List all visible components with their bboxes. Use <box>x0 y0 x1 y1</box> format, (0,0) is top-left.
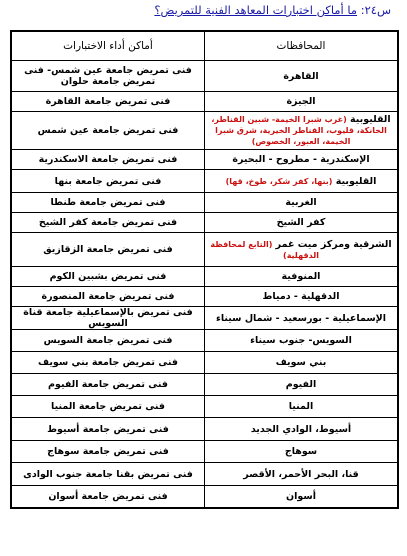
table-row <box>11 287 398 307</box>
exam-location-cell: فنى تمريض جامعة طنطا <box>11 193 205 213</box>
table-row <box>11 193 398 213</box>
table-row <box>11 267 398 287</box>
exam-location-cell: فنى تمريض جامعة القاهرة <box>11 92 205 112</box>
governorate-name: الإسكندرية - مطروح - البحيرة <box>232 154 370 165</box>
exam-location-cell: فنى تمريض جامعة عين شمس- فنى تمريض جامعة حلوان <box>11 61 205 92</box>
governorate-name: الغربية <box>285 197 317 208</box>
question-line <box>0 2 407 18</box>
table-row <box>11 396 398 418</box>
governorate-cell <box>205 213 399 233</box>
governorate-cell <box>205 170 399 193</box>
governorate-cell <box>205 193 399 213</box>
governorate-cell <box>205 374 399 396</box>
exam-locations-table <box>10 30 399 509</box>
exam-location-cell: فنى تمريض جامعة الفيوم <box>11 374 205 396</box>
header-governorates: المحافظات <box>205 31 399 61</box>
governorate-cell <box>205 418 399 441</box>
governorate-name: المنوفية <box>281 271 321 282</box>
governorate-note: (بنها، كفر شكر، طوخ، قها) <box>225 176 333 186</box>
governorate-note: (التابع لمحافظة الدقهلية) <box>210 239 319 260</box>
governorate-name: القاهرة <box>283 70 319 82</box>
governorate-name: السويس- جنوب سيناء <box>250 335 352 346</box>
table-row <box>11 112 398 150</box>
question-number: س٢٤: <box>360 3 391 17</box>
exam-location-cell: فنى تمريض جامعة الاسكندرية <box>11 150 205 170</box>
table-row <box>11 92 398 112</box>
governorate-cell <box>205 441 399 463</box>
exam-location-cell: فنى تمريض جامعة المنصورة <box>11 287 205 307</box>
governorate-name: الجيزة <box>286 96 316 107</box>
governorate-name: الفيوم <box>285 379 317 390</box>
table-header-row <box>11 31 398 61</box>
governorate-cell <box>205 92 399 112</box>
governorate-name: المنيا <box>288 401 314 412</box>
table-row <box>11 170 398 193</box>
governorate-cell <box>205 267 399 287</box>
governorate-name: قنا، البحر الأحمر، الأقصر <box>243 468 359 480</box>
governorate-cell <box>205 463 399 486</box>
table-row <box>11 213 398 233</box>
exam-location-cell: فنى تمريض جامعة بني سويف <box>11 352 205 374</box>
header-exam-locations: أماكن أداء الاختبارات <box>11 31 205 61</box>
exam-location-cell: فنى تمريض جامعة السويس <box>11 330 205 352</box>
governorate-cell <box>205 287 399 307</box>
exam-location-cell: فنى تمريض جامعة أسيوط <box>11 418 205 441</box>
governorate-cell <box>205 233 399 267</box>
governorate-cell <box>205 396 399 418</box>
table-row <box>11 150 398 170</box>
exam-location-cell: فنى تمريض بالإسماعيلية جامعة قناة السويس <box>11 307 205 330</box>
table-row <box>11 307 398 330</box>
governorate-note: (غرب شبرا الخيمة- شبين القناطر، الخانكة، قليوب، القناطر الخيرية، شرق شبرا الخيمة، العبور، الخصوص) <box>211 115 387 146</box>
table-body <box>11 61 398 508</box>
governorate-cell <box>205 112 399 150</box>
exam-location-cell: فنى تمريض جامعة سوهاج <box>11 441 205 463</box>
governorate-cell <box>205 61 399 92</box>
table-row <box>11 61 398 92</box>
governorate-name: القليوبية <box>350 114 391 125</box>
exam-location-cell: فنى تمريض جامعة كفر الشيخ <box>11 213 205 233</box>
exam-location-cell: فنى تمريض جامعة المنيا <box>11 396 205 418</box>
governorate-name: كفر الشيخ <box>276 217 326 228</box>
table-row <box>11 463 398 486</box>
governorate-cell <box>205 486 399 508</box>
governorate-name: القليوبية <box>335 175 377 187</box>
exam-location-cell: فنى تمريض جامعة أسوان <box>11 486 205 508</box>
exam-location-cell: فنى تمريض جامعة الزقازيق <box>11 233 205 267</box>
exam-location-cell: فنى تمريض جامعة بنها <box>11 170 205 193</box>
governorate-name: سوهاج <box>284 446 318 457</box>
governorate-name: الدقهلية - دمياط <box>262 291 340 302</box>
exam-location-cell: فنى تمريض بشبين الكوم <box>11 267 205 287</box>
governorate-name: الشرقية ومركز ميت غمر <box>275 238 392 250</box>
exam-location-cell: فنى تمريض بقنا جامعة جنوب الوادى <box>11 463 205 486</box>
governorate-name: أسيوط، الوادي الجديد <box>250 423 352 435</box>
table-row <box>11 352 398 374</box>
exam-location-cell: فنى تمريض جامعة عين شمس <box>11 112 205 150</box>
table-row <box>11 374 398 396</box>
governorate-cell <box>205 150 399 170</box>
table-row <box>11 486 398 508</box>
table-row <box>11 441 398 463</box>
governorate-name: الإسماعيلية - بورسعيد - شمال سيناء <box>215 312 387 324</box>
governorate-name: بني سويف <box>275 357 327 368</box>
table-row <box>11 233 398 267</box>
governorate-name: أسوان <box>286 490 316 502</box>
question-text: ما أماكن اختبارات المعاهد الفنية للتمريض؟ <box>154 3 358 17</box>
governorate-cell <box>205 352 399 374</box>
governorate-cell <box>205 330 399 352</box>
governorate-cell <box>205 307 399 330</box>
table-row <box>11 330 398 352</box>
table-row <box>11 418 398 441</box>
